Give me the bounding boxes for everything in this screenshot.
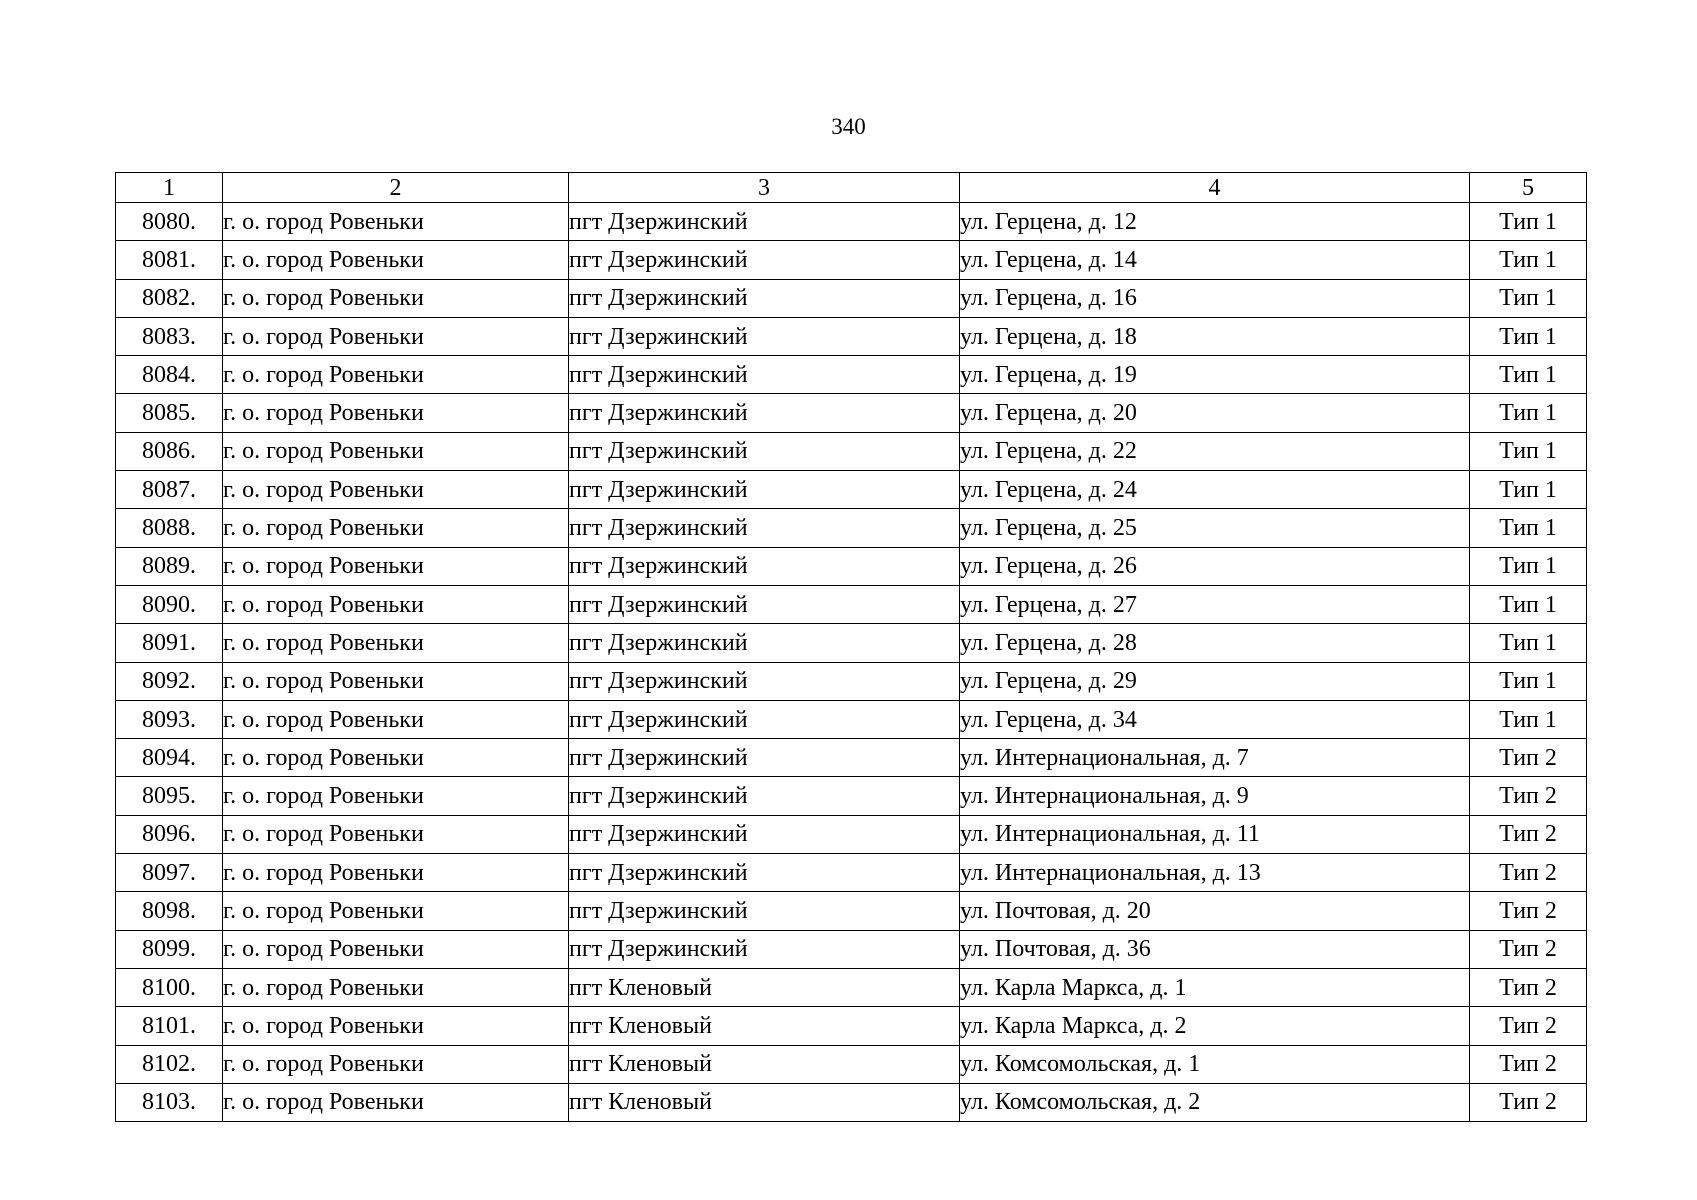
table-row: [116, 700, 1587, 738]
table-row: [116, 241, 1587, 279]
cell-address: ул. Герцена, д. 18: [960, 317, 1470, 355]
cell-address: ул. Карла Маркса, д. 2: [960, 1007, 1470, 1045]
header-col-5: 5: [1470, 173, 1587, 203]
table-row: [116, 509, 1587, 547]
cell-district: г. о. город Ровеньки: [223, 203, 569, 241]
cell-district: г. о. город Ровеньки: [223, 777, 569, 815]
cell-row-number: 8082.: [116, 279, 223, 317]
cell-row-number: 8099.: [116, 930, 223, 968]
cell-district: г. о. город Ровеньки: [223, 815, 569, 853]
cell-address: ул. Интернациональная, д. 9: [960, 777, 1470, 815]
table-row: [116, 203, 1587, 241]
cell-settlement: пгт Дзержинский: [569, 394, 960, 432]
cell-row-number: 8097.: [116, 854, 223, 892]
header-col-2: 2: [223, 173, 569, 203]
cell-type: Тип 1: [1470, 432, 1587, 470]
cell-address: ул. Герцена, д. 20: [960, 394, 1470, 432]
table-row: [116, 968, 1587, 1006]
cell-settlement: пгт Кленовый: [569, 1007, 960, 1045]
cell-address: ул. Почтовая, д. 36: [960, 930, 1470, 968]
cell-settlement: пгт Кленовый: [569, 1045, 960, 1083]
cell-address: ул. Герцена, д. 27: [960, 585, 1470, 623]
cell-type: Тип 2: [1470, 815, 1587, 853]
address-registry-table: [115, 172, 1587, 1122]
table-row: [116, 317, 1587, 355]
cell-address: ул. Герцена, д. 28: [960, 624, 1470, 662]
table-row: [116, 624, 1587, 662]
cell-row-number: 8096.: [116, 815, 223, 853]
cell-settlement: пгт Дзержинский: [569, 471, 960, 509]
cell-district: г. о. город Ровеньки: [223, 241, 569, 279]
cell-type: Тип 1: [1470, 279, 1587, 317]
cell-district: г. о. город Ровеньки: [223, 547, 569, 585]
table-row: [116, 662, 1587, 700]
cell-district: г. о. город Ровеньки: [223, 854, 569, 892]
cell-address: ул. Герцена, д. 22: [960, 432, 1470, 470]
cell-row-number: 8091.: [116, 624, 223, 662]
cell-district: г. о. город Ровеньки: [223, 432, 569, 470]
cell-type: Тип 1: [1470, 585, 1587, 623]
cell-type: Тип 1: [1470, 356, 1587, 394]
table-row: [116, 892, 1587, 930]
cell-district: г. о. город Ровеньки: [223, 1007, 569, 1045]
cell-row-number: 8080.: [116, 203, 223, 241]
cell-row-number: 8095.: [116, 777, 223, 815]
table-row: [116, 585, 1587, 623]
cell-row-number: 8088.: [116, 509, 223, 547]
cell-district: г. о. город Ровеньки: [223, 930, 569, 968]
cell-district: г. о. город Ровеньки: [223, 700, 569, 738]
header-col-1: 1: [116, 173, 223, 203]
cell-address: ул. Герцена, д. 16: [960, 279, 1470, 317]
table-row: [116, 394, 1587, 432]
cell-district: г. о. город Ровеньки: [223, 1045, 569, 1083]
cell-type: Тип 2: [1470, 777, 1587, 815]
cell-address: ул. Карла Маркса, д. 1: [960, 968, 1470, 1006]
cell-settlement: пгт Дзержинский: [569, 203, 960, 241]
table-row: [116, 1007, 1587, 1045]
table-row: [116, 471, 1587, 509]
table-row: [116, 815, 1587, 853]
cell-row-number: 8092.: [116, 662, 223, 700]
cell-type: Тип 1: [1470, 203, 1587, 241]
cell-row-number: 8085.: [116, 394, 223, 432]
cell-settlement: пгт Кленовый: [569, 1083, 960, 1121]
page-number: 340: [831, 114, 866, 139]
cell-district: г. о. город Ровеньки: [223, 394, 569, 432]
cell-settlement: пгт Дзержинский: [569, 624, 960, 662]
cell-settlement: пгт Дзержинский: [569, 662, 960, 700]
cell-settlement: пгт Дзержинский: [569, 854, 960, 892]
cell-type: Тип 2: [1470, 1045, 1587, 1083]
cell-row-number: 8102.: [116, 1045, 223, 1083]
header-col-3: 3: [569, 173, 960, 203]
cell-type: Тип 1: [1470, 547, 1587, 585]
cell-address: ул. Герцена, д. 25: [960, 509, 1470, 547]
cell-district: г. о. город Ровеньки: [223, 968, 569, 1006]
cell-district: г. о. город Ровеньки: [223, 1083, 569, 1121]
cell-row-number: 8083.: [116, 317, 223, 355]
cell-settlement: пгт Дзержинский: [569, 815, 960, 853]
cell-district: г. о. город Ровеньки: [223, 662, 569, 700]
table-row: [116, 1045, 1587, 1083]
cell-row-number: 8090.: [116, 585, 223, 623]
table-row: [116, 432, 1587, 470]
table-body: [116, 203, 1587, 1122]
cell-row-number: 8093.: [116, 700, 223, 738]
cell-type: Тип 2: [1470, 739, 1587, 777]
cell-settlement: пгт Кленовый: [569, 968, 960, 1006]
cell-settlement: пгт Дзержинский: [569, 547, 960, 585]
cell-type: Тип 1: [1470, 394, 1587, 432]
cell-address: ул. Комсомольская, д. 2: [960, 1083, 1470, 1121]
cell-row-number: 8100.: [116, 968, 223, 1006]
cell-settlement: пгт Дзержинский: [569, 777, 960, 815]
cell-type: Тип 1: [1470, 317, 1587, 355]
cell-district: г. о. город Ровеньки: [223, 356, 569, 394]
cell-settlement: пгт Дзержинский: [569, 585, 960, 623]
cell-type: Тип 1: [1470, 662, 1587, 700]
cell-type: Тип 1: [1470, 624, 1587, 662]
table-row: [116, 279, 1587, 317]
cell-address: ул. Интернациональная, д. 11: [960, 815, 1470, 853]
table-row: [116, 356, 1587, 394]
cell-settlement: пгт Дзержинский: [569, 700, 960, 738]
cell-address: ул. Герцена, д. 34: [960, 700, 1470, 738]
cell-type: Тип 1: [1470, 509, 1587, 547]
cell-settlement: пгт Дзержинский: [569, 930, 960, 968]
cell-row-number: 8081.: [116, 241, 223, 279]
cell-row-number: 8094.: [116, 739, 223, 777]
table-row: [116, 1083, 1587, 1121]
cell-address: ул. Герцена, д. 26: [960, 547, 1470, 585]
cell-settlement: пгт Дзержинский: [569, 317, 960, 355]
cell-row-number: 8087.: [116, 471, 223, 509]
cell-district: г. о. город Ровеньки: [223, 892, 569, 930]
cell-address: ул. Интернациональная, д. 13: [960, 854, 1470, 892]
cell-district: г. о. город Ровеньки: [223, 739, 569, 777]
cell-address: ул. Интернациональная, д. 7: [960, 739, 1470, 777]
cell-type: Тип 2: [1470, 1007, 1587, 1045]
cell-row-number: 8103.: [116, 1083, 223, 1121]
cell-district: г. о. город Ровеньки: [223, 509, 569, 547]
cell-row-number: 8084.: [116, 356, 223, 394]
cell-type: Тип 2: [1470, 1083, 1587, 1121]
cell-address: ул. Герцена, д. 14: [960, 241, 1470, 279]
cell-row-number: 8089.: [116, 547, 223, 585]
cell-settlement: пгт Дзержинский: [569, 509, 960, 547]
cell-address: ул. Комсомольская, д. 1: [960, 1045, 1470, 1083]
cell-type: Тип 1: [1470, 241, 1587, 279]
cell-settlement: пгт Дзержинский: [569, 892, 960, 930]
table-row: [116, 930, 1587, 968]
cell-type: Тип 2: [1470, 854, 1587, 892]
cell-address: ул. Герцена, д. 12: [960, 203, 1470, 241]
table-header: [116, 173, 1587, 203]
cell-district: г. о. город Ровеньки: [223, 624, 569, 662]
cell-address: ул. Герцена, д. 19: [960, 356, 1470, 394]
cell-settlement: пгт Дзержинский: [569, 241, 960, 279]
cell-type: Тип 2: [1470, 930, 1587, 968]
cell-row-number: 8098.: [116, 892, 223, 930]
cell-settlement: пгт Дзержинский: [569, 356, 960, 394]
cell-row-number: 8086.: [116, 432, 223, 470]
cell-settlement: пгт Дзержинский: [569, 432, 960, 470]
cell-district: г. о. город Ровеньки: [223, 317, 569, 355]
cell-address: ул. Герцена, д. 29: [960, 662, 1470, 700]
header-col-4: 4: [960, 173, 1470, 203]
cell-type: Тип 1: [1470, 700, 1587, 738]
cell-type: Тип 2: [1470, 892, 1587, 930]
cell-district: г. о. город Ровеньки: [223, 585, 569, 623]
table-row: [116, 739, 1587, 777]
cell-address: ул. Почтовая, д. 20: [960, 892, 1470, 930]
cell-type: Тип 1: [1470, 471, 1587, 509]
cell-row-number: 8101.: [116, 1007, 223, 1045]
cell-address: ул. Герцена, д. 24: [960, 471, 1470, 509]
cell-settlement: пгт Дзержинский: [569, 739, 960, 777]
cell-type: Тип 2: [1470, 968, 1587, 1006]
header-row: [116, 173, 1587, 203]
table-row: [116, 547, 1587, 585]
table-row: [116, 777, 1587, 815]
cell-district: г. о. город Ровеньки: [223, 279, 569, 317]
table-row: [116, 854, 1587, 892]
cell-settlement: пгт Дзержинский: [569, 279, 960, 317]
cell-district: г. о. город Ровеньки: [223, 471, 569, 509]
